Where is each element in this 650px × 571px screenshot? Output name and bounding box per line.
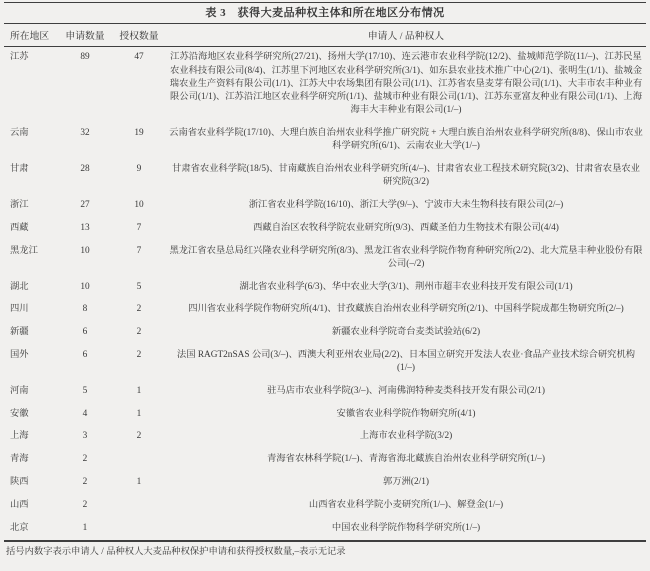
- region-cell: 湖北: [10, 281, 29, 292]
- applications-cell: 28: [80, 163, 90, 174]
- applications-cell: 1: [82, 522, 88, 533]
- table-row: [4, 122, 646, 158]
- applicants-cell: 新疆农业科学院奇台麦类试验站(6/2): [331, 327, 481, 338]
- applications-cell: 89: [80, 52, 90, 63]
- region-cell: 青海: [10, 454, 29, 465]
- applicants-cell: 江苏沿海地区农业科学研究所(27/21)、扬州大学(17/10)、连云港市农业科学院(12/2)、盐城师范学院(11/–)、江苏民星农业科技有限公司(8/4)、江苏里下河地区农业科学研究所(3/1)、如东县农业技术推广中心(2/1)、张明生(1/1)、盐城金瑞农业生产资料有限公司(1/1)、江苏大中农场集团有限公司(1/1)、江苏省农垦麦芽有限公司(1/1)、大丰市农丰种业有限公司(1/1)、江苏沿江地区农业科学研究所(1/1)、盐城市种业有限公司(1/1)、江苏东亚富友种业有限公司(1/1)、上海海丰大丰种业有限公司(1/–): [169, 52, 643, 116]
- region-cell: 江苏: [10, 52, 29, 63]
- applicants-cell: 中国农业科学院作物科学研究所(1/–): [331, 522, 481, 533]
- table-row: [4, 217, 646, 240]
- region-cell: 四川: [10, 304, 29, 315]
- applications-cell: 10: [80, 245, 90, 256]
- region-cell: 甘肃: [10, 163, 29, 174]
- grants-cell: [112, 448, 166, 471]
- applicants-cell: 甘肃省农业科学院(18/5)、甘南藏族自治州农业科学研究所(4/–)、甘肃省农业工程技术研究院(3/2)、甘肃省农垦农业研究院(3/2): [172, 163, 640, 188]
- table-header: [4, 24, 646, 47]
- applications-cell: 6: [82, 327, 88, 338]
- table-row: [4, 380, 646, 403]
- table-row: [4, 276, 646, 299]
- applications-cell: 27: [80, 199, 90, 210]
- region-cell: 河南: [10, 385, 29, 396]
- header-applicants: 申请人 / 品种权人: [166, 24, 646, 47]
- grants-cell: 1: [136, 477, 142, 488]
- header-grants: 授权数量: [112, 24, 166, 47]
- table-row: [4, 471, 646, 494]
- region-cell: 浙江: [10, 199, 29, 210]
- table-page: [0, 2, 650, 558]
- applications-cell: 2: [82, 499, 88, 510]
- grants-cell: 5: [136, 281, 142, 292]
- table-row: [4, 426, 646, 449]
- table-body: [4, 46, 646, 541]
- table-row: [4, 403, 646, 426]
- applications-cell: 13: [80, 222, 90, 233]
- applicants-cell: 上海市农业科学院(3/2): [359, 431, 453, 442]
- applications-cell: 3: [82, 431, 88, 442]
- table-row: [4, 344, 646, 380]
- applications-cell: 32: [80, 127, 90, 138]
- applicants-cell: 黑龙江省农垦总局红兴隆农业科学研究所(8/3)、黑龙江省农业科学院作物育种研究所(2/2)、北大荒垦丰种业股份有限公司(–/2): [169, 245, 643, 269]
- region-cell: 山西: [10, 499, 29, 510]
- table-row: [4, 517, 646, 541]
- region-cell: 陕西: [10, 477, 29, 488]
- applicants-cell: 湖北省农业科学(6/3)、华中农业大学(3/1)、荆州市超丰农业科技开发有限公司(1/1): [239, 281, 573, 292]
- table-row: [4, 299, 646, 322]
- grants-cell: 2: [136, 349, 142, 360]
- grants-cell: 2: [136, 431, 142, 442]
- applications-cell: 6: [82, 349, 88, 360]
- distribution-table: [4, 23, 646, 542]
- applicants-cell: 山西省农业科学院小麦研究所(1/–)、解登金(1/–): [308, 499, 504, 510]
- grants-cell: 2: [136, 304, 142, 315]
- applications-cell: 8: [82, 304, 88, 315]
- header-applications: 申请数量: [58, 24, 112, 47]
- table-title: 表 3 获得大麦品种权主体和所在地区分布情况: [205, 7, 445, 19]
- region-cell: 新疆: [10, 327, 29, 338]
- table-row: [4, 194, 646, 217]
- grants-cell: 19: [134, 127, 144, 138]
- region-cell: 西藏: [10, 222, 29, 233]
- applications-cell: 2: [82, 477, 88, 488]
- grants-cell: 1: [136, 385, 142, 396]
- region-cell: 黑龙江: [10, 245, 38, 256]
- table-row: [4, 321, 646, 344]
- table-row: [4, 448, 646, 471]
- applicants-cell: 浙江省农业科学院(16/10)、浙江大学(9/–)、宁波市大未生物科技有限公司(2/–): [248, 199, 564, 210]
- applicants-cell: 郭万洲(2/1): [383, 477, 429, 488]
- region-cell: 安徽: [10, 408, 29, 419]
- header-row: [4, 24, 646, 47]
- grants-cell: 7: [136, 245, 142, 256]
- grants-cell: 47: [134, 52, 144, 63]
- table-row: [4, 494, 646, 517]
- applicants-cell: 安徽省农业科学院作物研究所(4/1): [336, 408, 476, 419]
- grants-cell: 9: [136, 163, 142, 174]
- grants-cell: [112, 494, 166, 517]
- table-row: [4, 158, 646, 194]
- applications-cell: 10: [80, 281, 90, 292]
- grants-cell: 10: [134, 199, 144, 210]
- applications-cell: 2: [82, 454, 88, 465]
- grants-cell: 1: [136, 408, 142, 419]
- region-cell: 北京: [10, 522, 29, 533]
- applicants-cell: 青海省农林科学院(1/–)、青海省海北藏族自治州农业科学研究所(1/–): [267, 454, 545, 465]
- applicants-cell: 四川省农业科学院作物研究所(4/1)、甘孜藏族自治州农业科学研究所(2/1)、中国科学院成都生物研究所(2/–): [188, 304, 624, 315]
- grants-cell: [112, 517, 166, 541]
- region-cell: 云南: [10, 127, 29, 138]
- table-row: [4, 46, 646, 122]
- header-region: 所在地区: [4, 24, 58, 47]
- applicants-cell: 法国 RAGT2nSAS 公司(3/–)、西澳大利亚州农业局(2/2)、日本国立研究开发法人农业·食品产业技术综合研究机构(1/–): [176, 349, 636, 374]
- table-row: [4, 240, 646, 276]
- applicants-cell: 西藏自治区农牧科学院农业研究所(9/3)、西藏圣伯力生物技术有限公司(4/4): [253, 222, 559, 233]
- applicants-cell: 驻马店市农业科学院(3/–)、河南佛润特种麦类科技开发有限公司(2/1): [267, 385, 545, 396]
- grants-cell: 7: [136, 222, 142, 233]
- applications-cell: 4: [82, 408, 88, 419]
- applications-cell: 5: [82, 385, 88, 396]
- grants-cell: 2: [136, 327, 142, 338]
- region-cell: 国外: [10, 349, 29, 360]
- table-footnote: 括号内数字表示申请人 / 品种权人大麦品种权保护申请和获得授权数量,–表示无记录: [6, 547, 346, 558]
- applicants-cell: 云南省农业科学院(17/10)、大理白族自治州农业科学推广研究院 + 大理白族自治州农业科学研究所(8/8)、保山市农业科学研究所(6/1)、云南农业大学(1/–): [169, 127, 643, 152]
- region-cell: 上海: [10, 431, 29, 442]
